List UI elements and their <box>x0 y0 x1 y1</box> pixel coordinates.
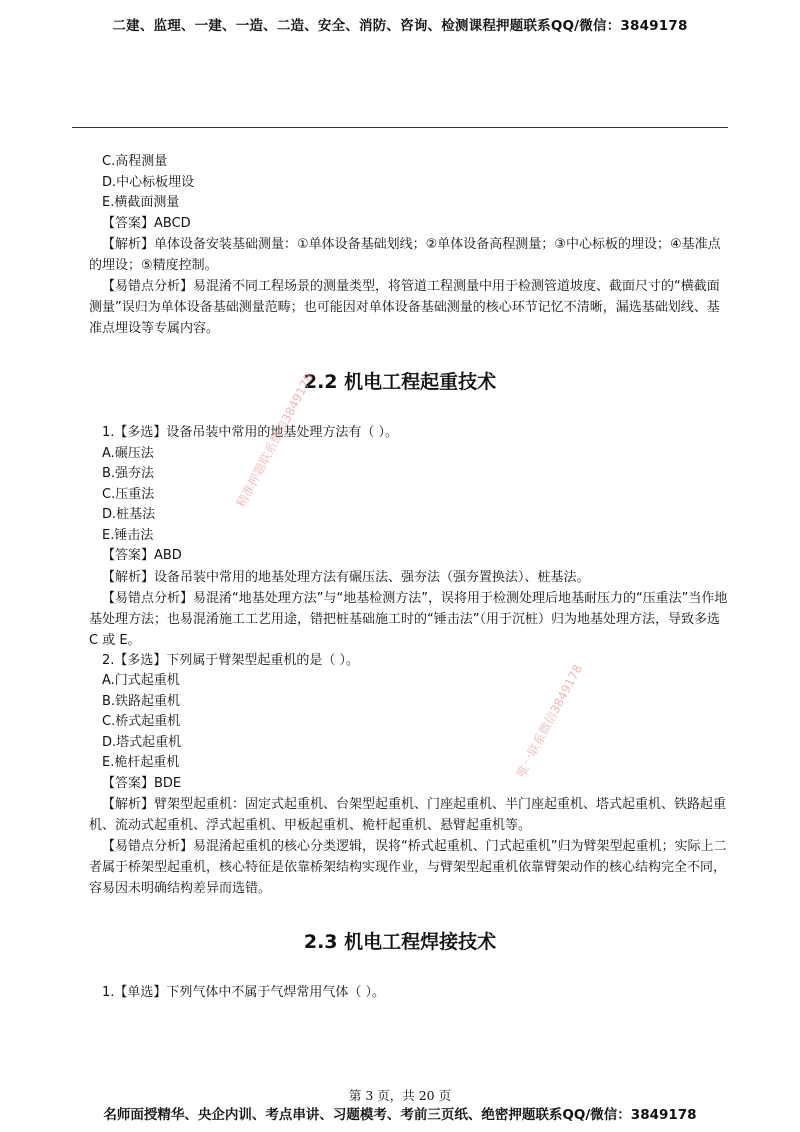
answer: 【答案】ABD <box>102 548 182 563</box>
question-block-prev <box>89 152 728 339</box>
option-e: E.桅杆起重机 <box>102 755 180 770</box>
page-number: 第 3 页，共 20 页 <box>348 1088 452 1103</box>
section-heading-2-2: 2.2 机电工程起重技术 <box>303 371 497 393</box>
analysis: 【解析】单体设备安装基础测量：①单体设备基础划线；②单体设备高程测量；③中心标板的埋设；④基准点的埋设；⑤精度控制。 <box>89 237 721 273</box>
error-analysis: 【易错点分析】易混淆不同工程场景的测量类型，将管道工程测量中用于检测管道坡度、截面尺寸的“横截面测量”误归为单体设备基础测量范畴；也可能因对单体设备基础测量的核心环节记忆不清晰，漏选基础划线、基准点埋设等专属内容。 <box>89 279 720 336</box>
answer: 【答案】BDE <box>102 775 182 791</box>
option-d: D.桩基法 <box>102 507 156 522</box>
header-rule <box>72 127 728 128</box>
answer: 【答案】ABCD <box>102 215 191 231</box>
error-analysis: 【易错点分析】易混淆起重机的核心分类逻辑，误将“桥式起重机、门式起重机”归为臂架型起重机；实际上二者属于桥架型起重机，核心特征是依靠桥架结构实现作业，与臂架型起重机依靠臂架动作的核心结构完全不同，容易因未明确结构差异而选错。 <box>89 839 727 896</box>
watermark-1: 精准押题联系微信3849178 <box>233 370 317 510</box>
question-block-23-1 <box>102 983 728 1004</box>
option-b: B.强夯法 <box>102 466 155 481</box>
analysis: 【解析】臂架型起重机：固定式起重机、台架型起重机、门座起重机、半门座起重机、塔式起重机、铁路起重机、流动式起重机、浮式起重机、甲板起重机、桅杆起重机、悬臂起重机等。 <box>89 797 727 833</box>
option-d: D.塔式起重机 <box>102 734 182 750</box>
option-e: E.锤击法 <box>102 527 154 543</box>
question-block-22-2 <box>89 651 728 900</box>
question-stem: 1.【单选】下列气体中不属于气焊常用气体（ ）。 <box>102 985 386 1000</box>
question-block-22-1 <box>89 423 728 651</box>
option-d: D.中心标板埋设 <box>102 174 195 190</box>
option-e: E.横截面测量 <box>102 195 180 210</box>
option-c: C.压重法 <box>102 486 155 502</box>
option-c: C.高程测量 <box>102 154 168 169</box>
question-stem: 1.【多选】设备吊装中常用的地基处理方法有（ ）。 <box>102 425 399 440</box>
section-heading-2-3: 2.3 机电工程焊接技术 <box>303 931 497 953</box>
option-a: A.门式起重机 <box>102 673 180 688</box>
question-stem: 2.【多选】下列属于臂架型起重机的是（ ）。 <box>102 652 360 668</box>
page-content <box>89 152 728 1004</box>
footer-ad: 名师面授精华、央企内训、考点串讲、习题模考、考前三页纸、绝密押题联系QQ/微信：3849178 <box>103 1107 697 1123</box>
error-analysis: 【易错点分析】易混淆“地基处理方法”与“地基检测方法”，误将用于检测处理后地基耐压力的“压重法”当作地基处理方法；也易混淆施工工艺用途，错把桩基础施工时的“锤击法”（用于沉桩）归为地基处理方法，导致多选 C 或 E。 <box>89 590 728 648</box>
option-a: A.碾压法 <box>102 445 154 461</box>
option-c: C.桥式起重机 <box>102 714 181 729</box>
watermark-2: 唯一联系微信3849178 <box>513 662 586 780</box>
analysis: 【解析】设备吊装中常用的地基处理方法有碾压法、强夯法（强夯置换法）、桩基法。 <box>102 569 590 585</box>
page-header: 二建、监理、一建、一造、二造、安全、消防、咨询、检测课程押题联系QQ/微信：3849178 <box>112 18 688 34</box>
option-b: B.铁路起重机 <box>102 693 181 709</box>
